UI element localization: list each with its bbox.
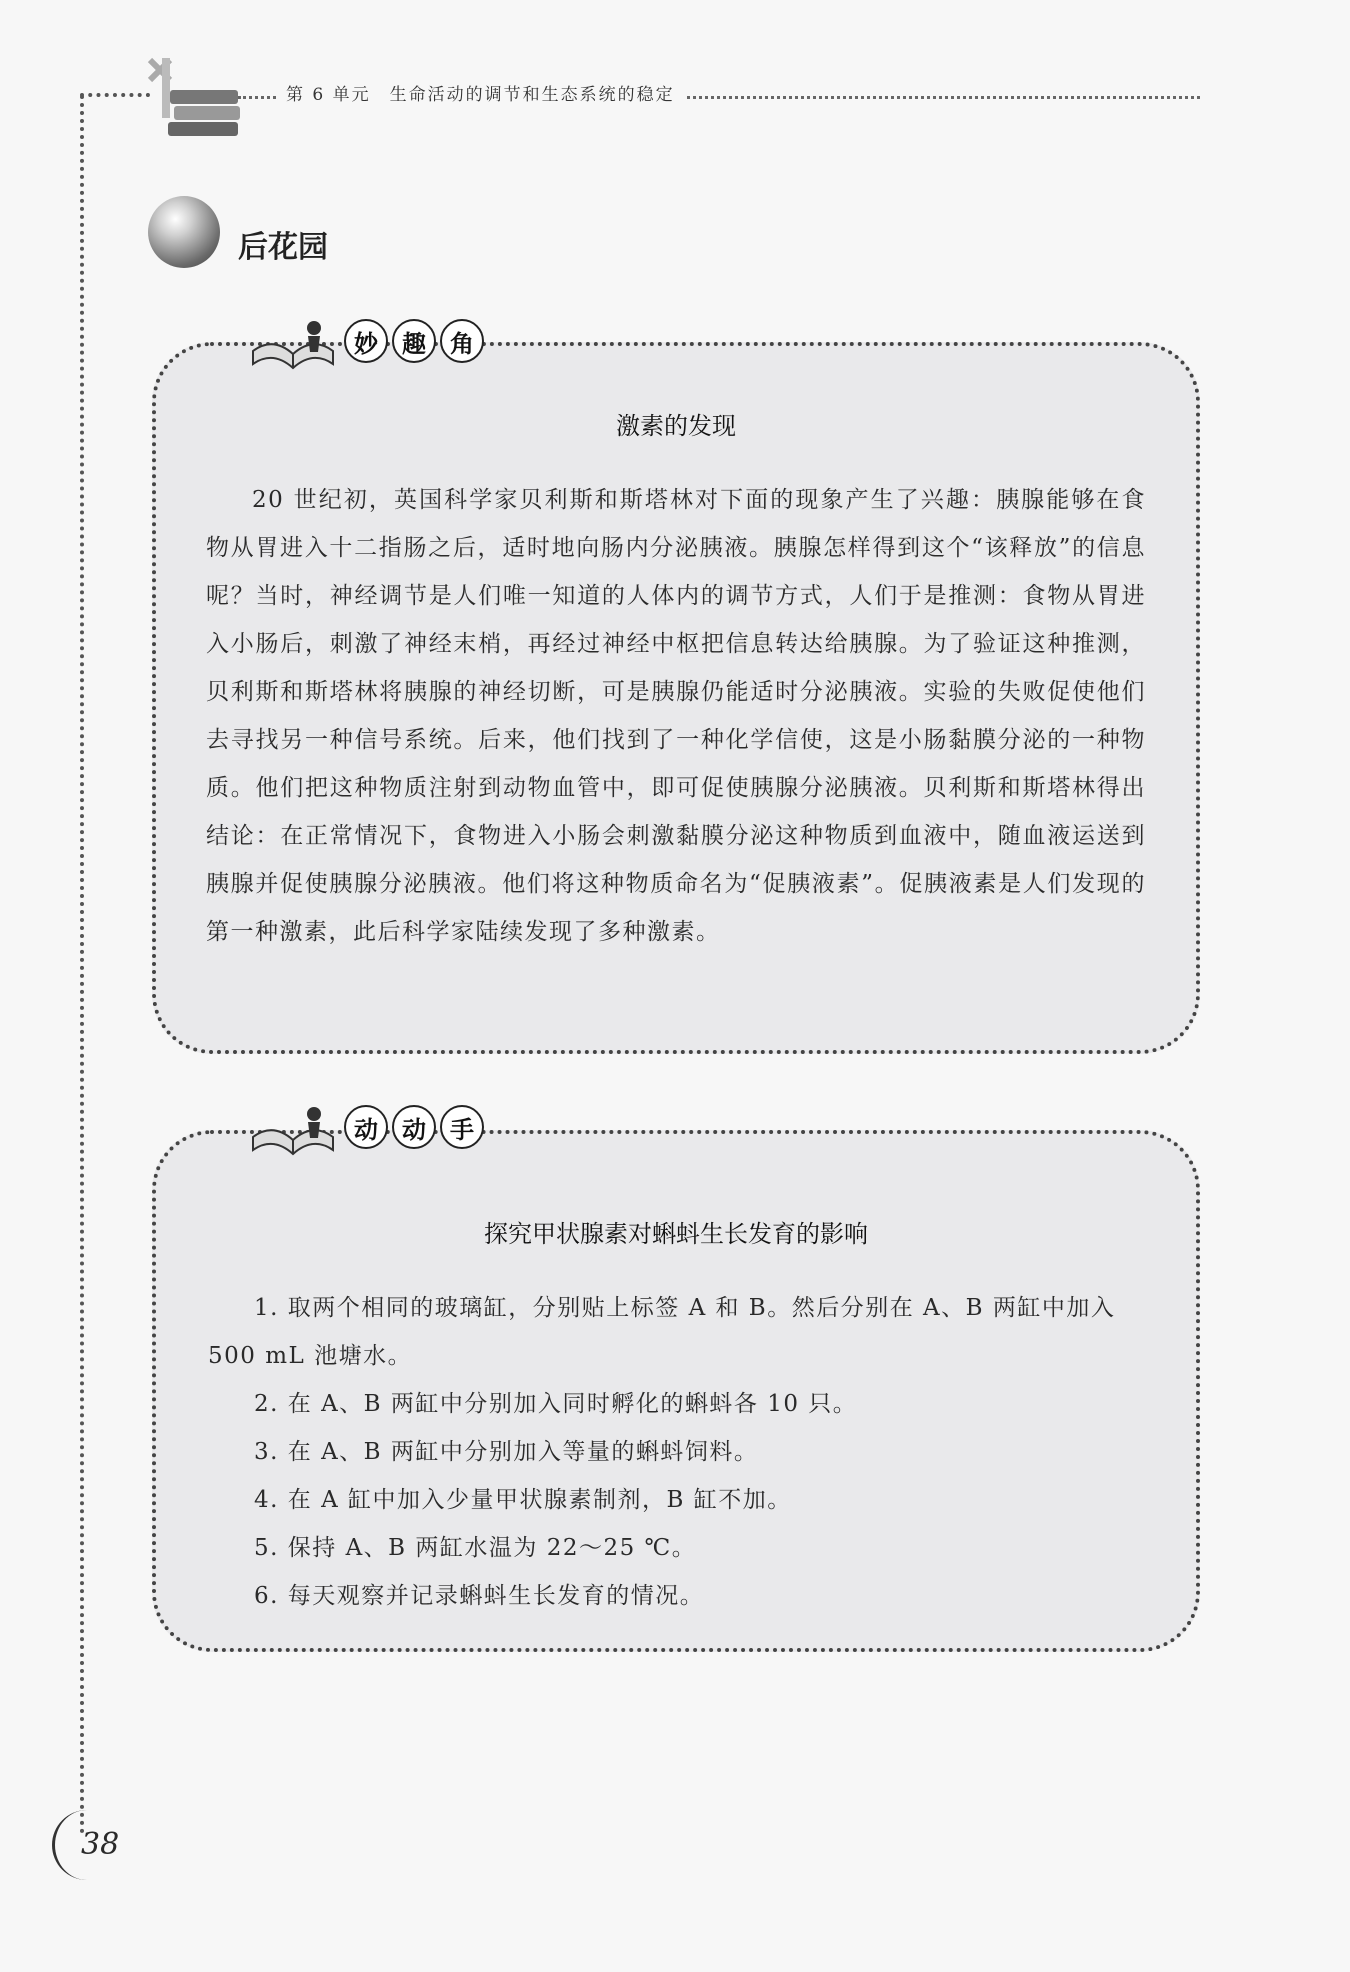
open-book-icon: [248, 306, 338, 376]
tag-fun-corner: [248, 306, 484, 376]
box2-title: 探究甲状腺素对蝌蚪生长发育的影响: [484, 1220, 868, 1248]
box1-paragraph: 20 世纪初，英国科学家贝利斯和斯塔林对下面的现象产生了兴趣：胰腺能够在食物从胃进入十二指肠之后，适时地向肠内分泌胰液。胰腺怎样得到这个“该释放”的信息呢？当时，神经调节是人们唯一知道的人体内的调节方式，人们于是推测：食物从胃进入小肠后，刺激了神经末梢，再经过神经中枢把信息转达给胰腺。为了验证这种推测，贝利斯和斯塔林将胰腺的神经切断，可是胰腺仍能适时分泌胰液。实验的失败促使他们去寻找另一种信号系统。后来，他们找到了一种化学信使，这是小肠黏膜分泌的一种物质。他们把这种物质注射到动物血管中，即可促使胰腺分泌胰液。贝利斯和斯塔林得出结论：在正常情况下，食物进入小肠会刺激黏膜分泌这种物质到血液中，随血液运送到胰腺并促使胰腺分泌胰液。他们将这种物质命名为“促胰液素”。促胰液素是人们发现的第一种激素，此后科学家陆续发现了多种激素。: [206, 487, 1146, 945]
list-item: 1. 取两个相同的玻璃缸，分别贴上标签 A 和 B。然后分别在 A、B 两缸中加入 500 mL 池塘水。: [208, 1295, 1116, 1369]
book-stack-icon: [140, 50, 250, 140]
tag-char: 动: [392, 1105, 436, 1149]
tag-char: 角: [440, 319, 484, 363]
list-item: 4. 在 A 缸中加入少量甲状腺素制剂，B 缸不加。: [254, 1487, 792, 1513]
list-item: 6. 每天观察并记录蝌蚪生长发育的情况。: [254, 1583, 705, 1609]
left-dotted-rail: [80, 95, 84, 1835]
box-fun-corner: [152, 342, 1200, 1054]
list-item: 5. 保持 A、B 两缸水温为 22～25 ℃。: [254, 1535, 697, 1561]
open-book-icon: [248, 1092, 338, 1162]
running-header: 第 6 单元 生命活动的调节和生态系统的稳定: [276, 80, 685, 105]
section-title: 后花园: [238, 230, 328, 265]
tag-char: 趣: [392, 319, 436, 363]
box-hands-on: [152, 1130, 1200, 1652]
steps-list: [208, 1284, 1144, 1620]
tag-char: 手: [440, 1105, 484, 1149]
tag-char: 动: [344, 1105, 388, 1149]
box1-title: 激素的发现: [616, 412, 736, 440]
tag-char: 妙: [344, 319, 388, 363]
list-item: 3. 在 A、B 两缸中分别加入等量的蝌蚪饲料。: [254, 1439, 759, 1465]
page-number: 38: [52, 1810, 122, 1880]
section-ball-icon: [148, 196, 220, 268]
tag-hands-on: [248, 1092, 484, 1162]
list-item: 2. 在 A、B 两缸中分别加入同时孵化的蝌蚪各 10 只。: [254, 1391, 858, 1417]
